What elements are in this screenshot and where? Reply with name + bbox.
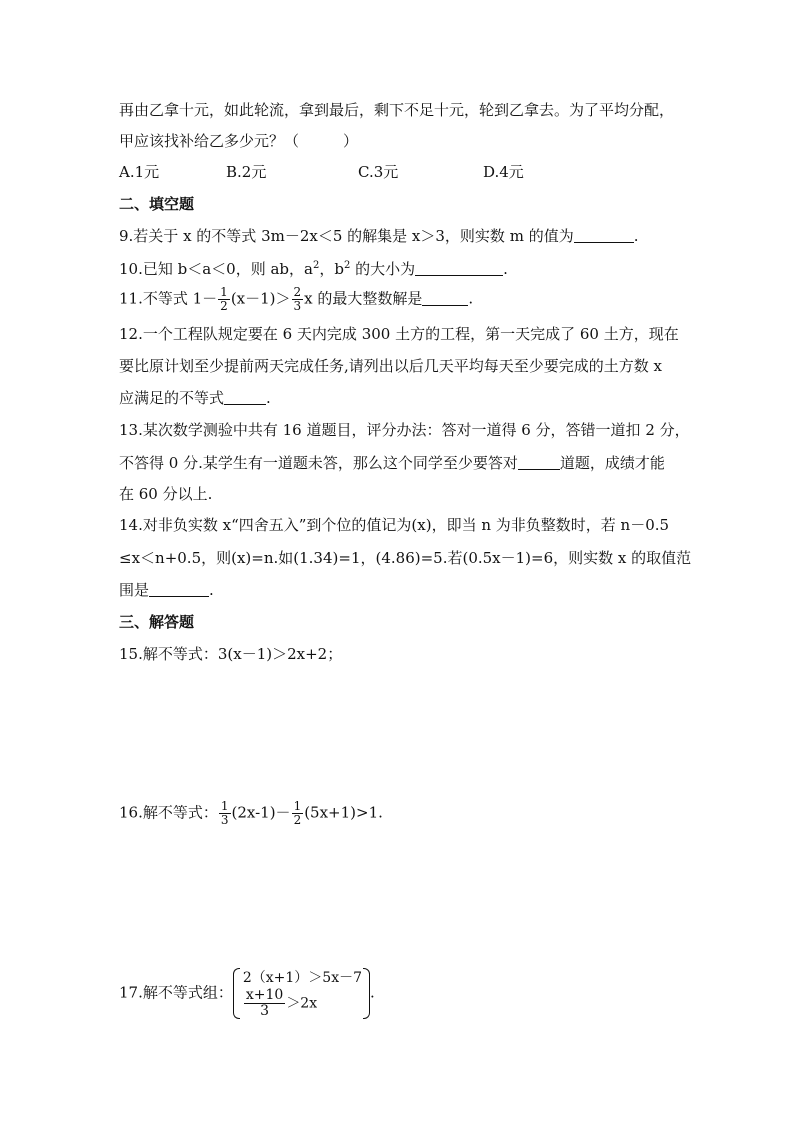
q11-frac1-den: 2 [220,299,228,313]
q13-answer-blank[interactable] [518,455,560,470]
q11-frac2 [292,286,304,313]
q17-row2-frac [244,988,285,1019]
q8-line2 [119,131,358,151]
q17-right-brace [363,968,370,1019]
q14-line2: ≤x＜n+0.5，则(x)=n.如(1.34)=1，(4.86)=5.若(0.5x－1)=6，则实数 x 的取值范 [119,549,692,567]
q16-frac2 [292,800,304,827]
question-9 [119,226,638,246]
q12-end: . [266,389,271,407]
q10-text: 10.已知 b＜a＜0，则 ab，a [119,260,313,278]
question-10 [119,256,508,279]
q17-row2-num: x+10 [245,987,284,1003]
q16-mid: (2x-1)－ [231,803,291,822]
question-17 [119,968,375,1019]
q14-line1: 14.对非负实数 x“四舍五入”到个位的值记为(x)，即当 n 为非负整数时，若 n－0.5 [119,516,670,534]
q11-tail: x 的最大整数解是 [304,289,423,308]
q17-row2-tail: ＞2x [286,995,318,1012]
option-c[interactable]: C.3元 [358,163,399,181]
option-a[interactable]: A.1元 [119,163,160,181]
q17-prefix: 17.解不等式组： [119,983,233,1002]
q16-tail: (5x+1)>1. [304,803,383,822]
q10-tail: 的大小为 [350,260,416,278]
q16-prefix: 16.解不等式： [119,803,218,822]
q11-end: . [468,289,474,308]
q8-line2-end: ） [343,132,359,150]
q11-prefix: 11.不等式 1－ [119,289,218,308]
question-11 [119,286,473,313]
q13-line3: 在 60 分以上. [119,485,213,503]
q16-frac1-den: 3 [220,813,229,827]
question-16 [119,800,383,827]
section-title-answer: 三、解答题 [119,613,195,631]
q11-frac2-num: 2 [293,285,302,299]
q9-text: 9.若关于 x 的不等式 3m－2x＜5 的解集是 x＞3，则实数 m 的值为 [119,227,574,245]
q17-end: . [370,983,375,1002]
q12-answer-blank[interactable] [224,390,266,405]
q16-frac1-num: 1 [220,799,229,813]
q10-sup2: 2 [343,260,351,271]
q14-line3-text: 围是 [119,581,150,599]
q17-row1: 2（x+1）＞5x－7 [242,970,363,986]
q11-mid: (x－1)＞ [230,289,291,308]
q13-line2-post: 道题，成绩才能 [559,454,665,472]
q11-frac1 [218,286,230,313]
q9-end: . [633,227,639,245]
q10-answer-blank[interactable] [415,261,503,276]
q10-mid: ，b [319,260,344,278]
q14-answer-blank[interactable] [149,582,209,597]
q13-line1: 13.某次数学测验中共有 16 道题目，评分办法：答对一道得 6 分，答错一道扣 2 分， [119,421,690,439]
option-b[interactable]: B.2元 [226,163,267,181]
question-15: 15.解不等式：3(x－1)＞2x+2； [119,645,343,663]
q17-left-brace [233,968,240,1019]
q8-line1: 再由乙拿十元，如此轮流，拿到最后，剩下不足十元，轮到乙拿去。为了平均分配， [119,101,675,119]
q12-line2: 要比原计划至少提前两天完成任务,请列出以后几天平均每天至少要完成的土方数 x [119,357,662,375]
option-d[interactable]: D.4元 [483,163,524,181]
q8-line2-text: 甲应该找补给乙多少元？（ [119,132,300,150]
q12-line1: 12.一个工程队规定要在 6 天内完成 300 土方的工程，第一天完成了 60 土方，现在 [119,325,679,343]
q10-end: . [503,260,508,278]
q12-line3 [119,388,271,408]
q9-answer-blank[interactable] [574,228,634,243]
q11-frac2-den: 3 [293,299,302,313]
q17-row2-den: 3 [260,1003,270,1019]
q17-inequality-system [233,968,370,1019]
q16-frac2-den: 2 [293,813,302,827]
q13-line2 [119,453,665,473]
q10-sup1: 2 [312,260,320,271]
q11-answer-blank[interactable] [422,291,468,306]
section-title-fill-blank: 二、填空题 [119,195,195,213]
q14-end: . [209,581,214,599]
q17-row2 [243,988,362,1019]
q16-frac1 [219,800,231,827]
q13-line2-pre: 不答得 0 分.某学生有一道题未答，那么这个同学至少要答对 [119,454,518,472]
q11-frac1-num: 1 [220,285,228,299]
q12-line3-text: 应满足的不等式 [119,389,225,407]
q14-line3 [119,580,214,600]
q16-frac2-num: 1 [293,799,302,813]
